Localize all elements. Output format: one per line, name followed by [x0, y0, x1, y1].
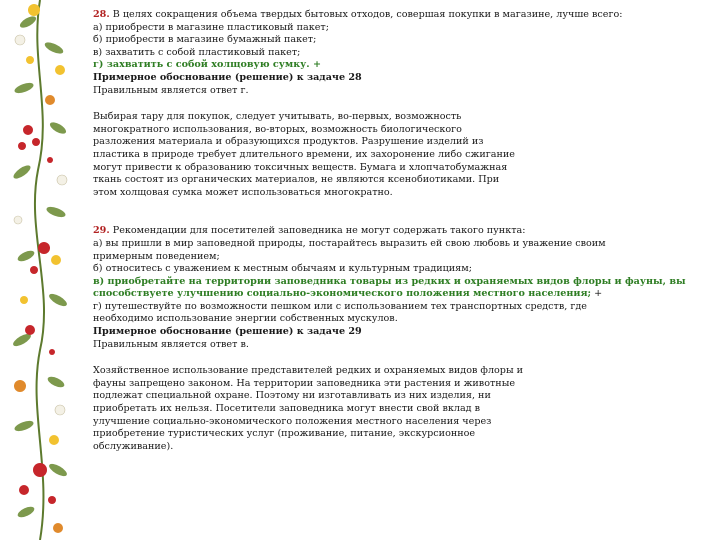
task28-option-b: б) приобрести в магазине бумажный пакет; [93, 34, 317, 46]
task28-answer: Правильным является ответ г. [93, 84, 249, 96]
task29-question [93, 225, 653, 238]
task28-explanation-line: многократного использования, во-вторых, возможность биологического [93, 123, 462, 135]
task29-explanation-line: приобретать их нельзя. Посетители заповедника могут внести свой вклад в [93, 403, 481, 415]
task29-solution-heading: Примерное обоснование (решение) к задаче 29 [93, 326, 362, 338]
floral-vine-decoration [0, 0, 82, 540]
task29-explanation-line: улучшение социально-экономического положения местного населения через [93, 415, 492, 427]
task28-solution-heading: Примерное обоснование (решение) к задаче 28 [93, 71, 362, 83]
task29-option-v-correct: в) приобретайте на территории заповедника товары из редких и охраняемых видов флоры и фауны, вы [93, 275, 686, 287]
task29-explanation-line: подлежат специальной охране. Поэтому ни изготавливать из них изделия, ни [93, 390, 491, 402]
task29-option-a-cont: примерным поведением; [93, 250, 220, 262]
task29-option-v-cont [93, 288, 653, 301]
task29-explanation-line: обслуживание). [93, 440, 174, 452]
task29-answer: Правильным является ответ в. [93, 338, 249, 350]
task28-explanation [93, 111, 653, 199]
task29-option-v-cont-text: способствуете улучшению социально-экономического положения местного населения; [93, 288, 592, 300]
task29-option-a: а) вы пришли в мир заповедной природы, постарайтесь выразить ей свою любовь и уважение своим [93, 237, 606, 249]
task28-number: 28. [93, 9, 110, 20]
task28-explanation-line: пластика в природе требует длительного времени, их захоронение либо сжигание [93, 148, 515, 160]
task28-question [93, 9, 653, 22]
task29-explanation-line: приобретение туристических услуг (проживание, питание, экскурсионное [93, 428, 476, 440]
task29-explanation-line: фауны запрещено законом. На территории заповедника эти растения и животные [93, 377, 516, 389]
task29-number: 29. [93, 225, 110, 237]
task29-option-g: г) путешествуйте по возможности пешком или с использованием тех транспортных средств, где [93, 300, 587, 312]
task29-question-text: Рекомендации для посетителей заповедника не могут содержать такого пункта: [112, 225, 526, 237]
task28-option-g-correct: г) захватить с собой холщовую сумку. + [93, 59, 321, 71]
document-body [93, 9, 686, 453]
task28-explanation-line: разложения материала и образующихся продуктов. Разрушение изделий из [93, 136, 484, 148]
task29-correct-mark: + [591, 288, 603, 300]
task28-explanation-line: Выбирая тару для покупок, следует учитывать, во-первых, возможность [93, 111, 462, 123]
task28-explanation-line: могут привести к образованию токсичных веществ. Бумага и хлопчатобумажная [93, 161, 508, 173]
task28-explanation-line: этом холщовая сумка может использоваться многократно. [93, 186, 393, 198]
task29-explanation-line: Хозяйственное использование представителей редких и охраняемых видов флоры и [93, 365, 524, 377]
task28-option-v: в) захватить с собой пластиковый пакет; [93, 46, 301, 58]
task28-option-a: а) приобрести в магазине пластиковый пакет; [93, 21, 329, 33]
task29-option-b: б) относитесь с уважением к местным обычаям и культурным традициям; [93, 263, 472, 275]
task28-explanation-line: ткань состоят из органических материалов, не являются ксенобиотиками. При [93, 174, 500, 186]
task28-question-text: В целях сокращения объема твердых бытовых отходов, совершая покупки в магазине, лучше всего: [112, 9, 623, 20]
task29-explanation [93, 365, 653, 453]
task29-option-g-cont: необходимо использование энергии собственных мускулов. [93, 313, 398, 325]
